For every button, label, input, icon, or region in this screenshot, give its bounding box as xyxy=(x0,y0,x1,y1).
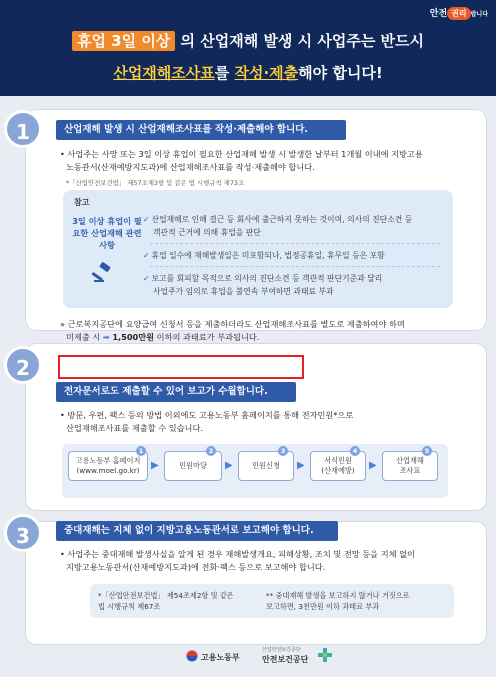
flow-step-4-number: 4 xyxy=(350,446,360,456)
section-1-body-1: • 사업주는 사망 또는 3일 이상 휴업이 필요한 산업재해 발생 시 발생한 날부터 1개월 이내에 지방고용 xyxy=(60,149,423,159)
section-1-title: 산업재해 발생 시 산업재해조사표를 작성·제출해야 합니다. xyxy=(56,120,346,140)
arrow-right-icon: ▶ xyxy=(151,460,159,471)
check-icon: ✓ xyxy=(143,215,150,224)
reference-side-title: 3일 이상 휴업이 필요한 산업재해 관련 사항 xyxy=(72,216,142,250)
flow-step-1: 고용노동부 홈페이지 (www.moel.go.kr) xyxy=(68,451,148,481)
campaign-logo: 안전 권리 랍니다 xyxy=(429,9,488,19)
arrow-right-icon: ▶ xyxy=(369,460,377,471)
section-1-warning-2: 미제출 시 ➡ 1,500만원 이하의 과태료가 부과됩니다. xyxy=(66,332,260,342)
section-3-body-1: • 사업주는 중대재해 발생사실을 알게 된 경우 재해발생개요, 피해상황, 조치 및 전망 등을 지체 없이 xyxy=(60,549,415,559)
headline-line-1: 휴업 3일 이상 의 산업재해 발생 시 사업주는 반드시 xyxy=(0,30,496,51)
section-1-number: 1 xyxy=(4,110,42,148)
section-3-note-2: ** 중대재해 발생을 보고하지 않거나 거짓으로 보고하면, 3천만원 이하 과태료 부과 xyxy=(258,584,454,618)
header-banner xyxy=(0,0,496,98)
section-2-number: 2 xyxy=(4,346,42,384)
divider xyxy=(150,266,440,267)
reference-item-3-cont: 사업주가 임의로 휴업을 불연속 부여하면 과태료 부과 xyxy=(153,287,334,296)
reference-item-3: ✓ 보고를 회피할 목적으로 의사의 진단소견 등 객관적 판단기준과 달리 xyxy=(143,274,383,283)
gavel-icon xyxy=(92,262,114,284)
reference-item-1: ✓ 산업재해로 인해 결근 등 회사에 출근하지 못하는 것이며, 의사의 진단소견 등 xyxy=(143,215,413,224)
section-1-law-note: *「산업안전보건법」 제57조제3항 및 같은 법 시행규칙 제73조 xyxy=(66,179,245,187)
flow-step-2-number: 2 xyxy=(206,446,216,456)
reference-item-1-cont: 객관적 근거에 의해 휴업을 판단 xyxy=(153,228,261,237)
arrow-right-icon: ▶ xyxy=(297,460,305,471)
section-1-warning-1: » 근로복지공단에 요양급여 신청서 등을 제출하더라도 산업재해조사표를 별도로 제출하여야 하며 xyxy=(60,319,405,329)
section-2-body-2: 산업재해조사표를 제출할 수 있습니다. xyxy=(66,423,203,433)
flow-step-5-number: 5 xyxy=(422,446,432,456)
footer-org-moel: 고용노동부 xyxy=(201,653,240,662)
footer-org-kosha: 안전보건공단 xyxy=(262,655,309,664)
reference-tag: 참고 xyxy=(74,198,90,207)
flow-step-1-number: 1 xyxy=(136,446,146,456)
section-3-number: 3 xyxy=(4,514,42,552)
section-2-body-1: • 방문, 우편, 팩스 등의 방법 이외에도 고용노동부 홈페이지를 통해 전자민원*으로 xyxy=(60,410,354,420)
footer-org-kosha-sub: 산업안전보건공단 xyxy=(262,647,301,653)
flow-step-3-number: 3 xyxy=(278,446,288,456)
highlight-box xyxy=(58,355,304,379)
headline-line-2: 산업재해조사표를 작성·제출해야 합니다! xyxy=(113,64,383,82)
section-1-body-2: 노동관서(산재예방지도과)에 산업재해조사표를 작성·제출해야 합니다. xyxy=(66,162,315,172)
reference-item-2: ✓ 휴업 일수에 재해발생일은 미포함되나, 법정공휴일, 휴무일 등은 포함 xyxy=(143,251,385,260)
flow-step-5: 산업재해 조사표 xyxy=(382,451,438,481)
check-icon: ✓ xyxy=(143,251,150,260)
flow-step-3: 민원신청 xyxy=(238,451,294,481)
arrow-right-icon: ▶ xyxy=(225,460,233,471)
arrow-icon: ➡ xyxy=(102,332,110,342)
section-3-title: 중대재해는 지체 없이 지방고용노동관서로 보고해야 합니다. xyxy=(56,521,338,541)
divider xyxy=(150,243,440,244)
section-2-title: 전자문서로도 제출할 수 있어 보고가 수월합니다. xyxy=(56,382,296,402)
section-3-note-1: *「산업안전보건법」 제54조제2항 및 같은 법 시행규칙 제67조 xyxy=(90,584,270,618)
flow-step-2: 민원마당 xyxy=(164,451,222,481)
moel-logo-icon xyxy=(186,650,198,662)
headline-highlight: 휴업 3일 이상 xyxy=(72,31,175,51)
kosha-logo-icon xyxy=(318,648,332,662)
flow-step-4: 서식민원 (산재예방) xyxy=(310,451,366,481)
check-icon: ✓ xyxy=(143,274,150,283)
section-3-body-2: 지방고용노동관서(산재예방지도과)에 전화·팩스 등으로 보고해야 합니다. xyxy=(66,562,326,572)
